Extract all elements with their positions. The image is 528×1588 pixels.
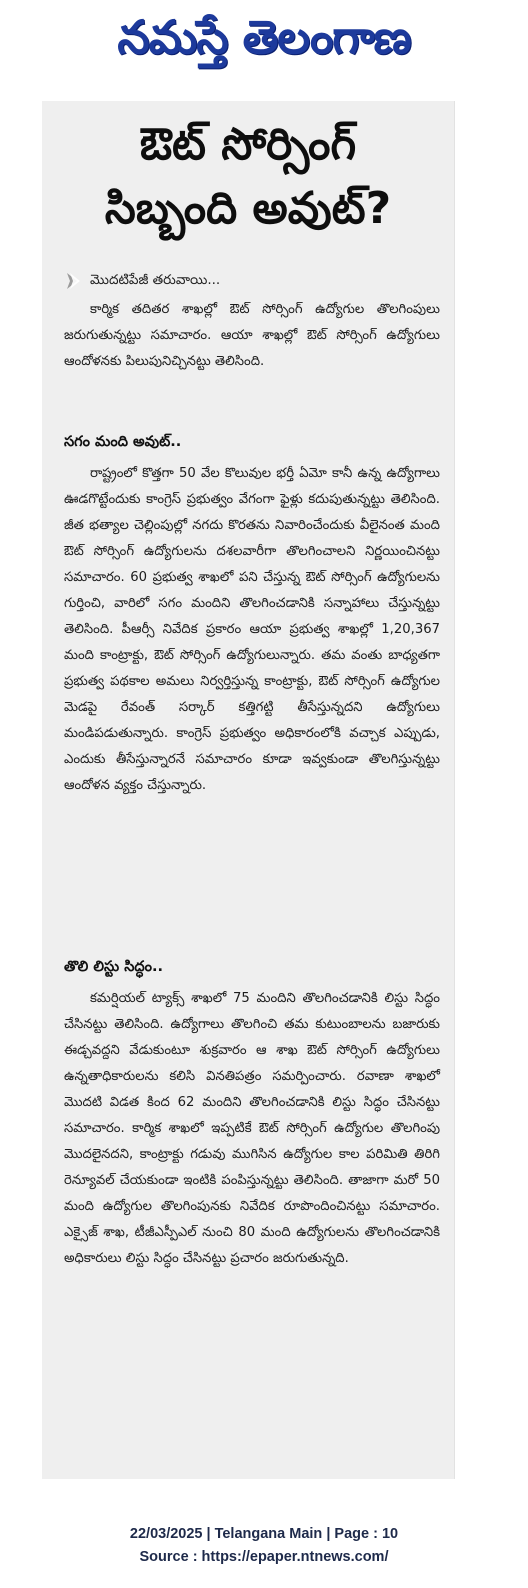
headline-line-1: ఔట్ సోర్సింగ్ [139, 119, 357, 170]
article-headline [42, 113, 454, 241]
continuation-marker [64, 269, 220, 293]
newspaper-masthead: నమస్తే తెలంగాణ [117, 10, 411, 64]
article-intro: కార్మిక తదితర శాఖల్లో ఔట్ సోర్సింగ్ ఉద్యోగుల తొలగింపులు జరుగుతున్నట్టు సమాచారం. ఆయా శాఖల్లో ఔట్ సోర్సింగ్ ఉద్యోగులు ఆందోళనకు పిలుపునిచ్చినట్టు తెలిసింది. [64, 302, 440, 369]
article-section-1: రాష్ట్రంలో కొత్తగా 50 వేల కొలువుల భర్తీ ఏమో కానీ ఉన్న ఉద్యోగాలు ఊడగొట్టేందుకు కాంగ్రెస్ ప్రభుత్వం వేగంగా ఫైళ్లు కదుపుతున్నట్టు తెలిసింది. జీత భత్యాల చెల్లింపుల్లో నగదు కొరతను నివారించేందుకు వీలైనంత మంది ఔట్ సోర్సింగ్ ఉద్యోగులను దశలవారీగా తొలగించాలని నిర్ణయించినట్టు సమాచారం. 60 ప్రభుత్వ శాఖలో పని చేస్తున్న ఔట్ సోర్సింగ్ ఉద్యోగులను గుర్తించి, వారిలో సగం మందిని తొలగించడానికి సన్నాహాలు చేస్తున్నట్టు తెలిసింది. పీఆర్సీ నివేదిక ప్రకారం ఆయా ప్రభుత్వ శాఖల్లో 1,20,367 మంది కాంట్రాక్టు, ఔట్ సోర్సింగ్ ఉద్యోగులున్నారు. తమ వంతు బాధ్యతగా ప్రభుత్వ పథకాల అమలు నిర్వర్తిస్తున్న కాంట్రాక్టు, ఔట్ సోర్సింగ్ ఉద్యోగుల మెడపై రేవంత్ సర్కార్ కత్తిగట్టి తీసేస్తున్నదని ఉద్యోగులు మండిపడుతున్నారు. కాంగ్రెస్ ప్రభుత్వం అధికారంలోకి వచ్చాక ఎప్పుడు, ఎందుకు తీసేస్తున్నారనే సమాచారం కూడా ఇవ్వకుండా తొలగిస్తున్నట్టు ఆందోళన వ్యక్తం చేస్తున్నారు. [64, 466, 440, 793]
headline-line-2: సిబ్బంది అవుట్? [104, 183, 392, 234]
chevron-right-icon [64, 271, 82, 291]
news-clipping [42, 101, 455, 1479]
continuation-text: మొదటిపేజీ తరువాయి... [90, 271, 221, 288]
section-heading-first-list: తొలి లిస్టు సిద్ధం.. [64, 959, 163, 975]
footer-date-edition: 22/03/2025 | Telangana Main | Page : 10 [129, 1526, 399, 1542]
footer-source-link[interactable]: Source : https://epaper.ntnews.com/ [139, 1549, 389, 1565]
article-section-2: కమర్షియల్ ట్యాక్స్ శాఖలో 75 మందిని తొలగించడానికి లిస్టు సిద్ధం చేసినట్టు తెలిసింది. ఉద్యోగాలు తొలగించి తమ కుటుంబాలను బజారుకు ఈడ్చవద్దని వేడుకుంటూ శుక్రవారం ఆ శాఖ ఔట్ సోర్సింగ్ ఉద్యోగులు ఉన్నతాధికారులను కలిసి వినతిపత్రం సమర్పించారు. రవాణా శాఖలో మొదటి విడత కింద 62 మందిని తొలగించడానికి లిస్టు సిద్ధం చేసినట్టు సమాచారం. కార్మిక శాఖలో ఇప్పటికే ఔట్ సోర్సింగ్ ఉద్యోగుల తొలగింపు మొదలైనదని, కాంట్రాక్టు గడువు ముగిసిన ఉద్యోగుల కాల పరిమితి తిరిగి రెన్యూవల్ చేయకుండా ఇంటికి పంపిస్తున్నట్టు తెలిసింది. తాజాగా మరో 50 మంది ఉద్యోగుల తొలగింపునకు నివేదిక రూపొందించినట్టు సమాచారం. ఎక్సైజ్ శాఖ, టీజీఎస్పీఎల్ నుంచి 80 మంది ఉద్యోగులను తొలగించడానికి అధికారులు లిస్టు సిద్ధం చేసినట్టు ప్రచారం జరుగుతున్నది. [64, 991, 440, 1266]
section-heading-half-out: సగం మంది అవుట్.. [64, 434, 182, 450]
